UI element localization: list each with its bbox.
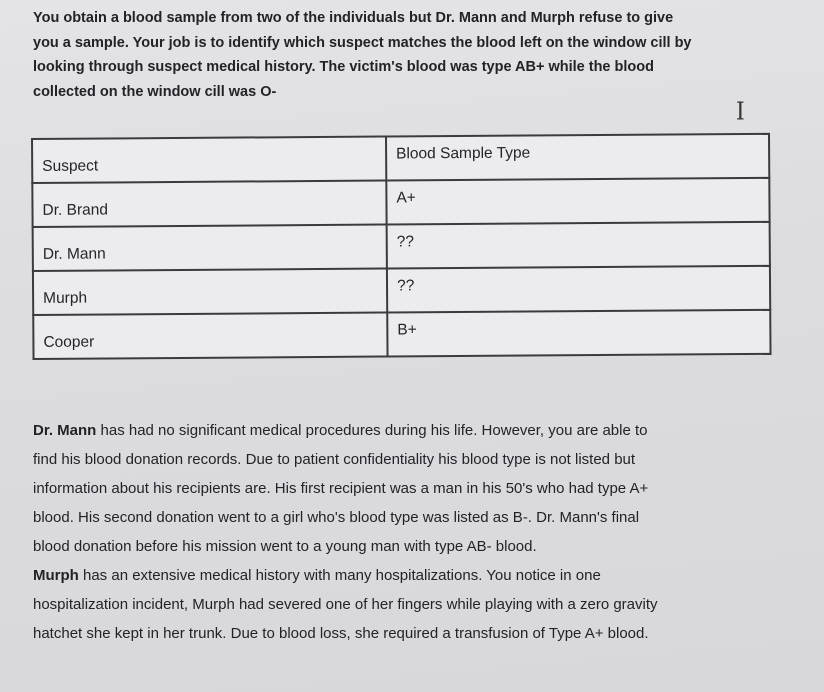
mann-paragraph — [33, 416, 793, 561]
story-line: hospitalization incident, Murph had severed one of her fingers while playing with a zero gravity — [33, 596, 658, 613]
sample-cell — [386, 178, 769, 225]
story-line: information about his recipients are. His first recipient was a man in his 50's who had type A+ — [33, 480, 649, 497]
text-cursor-icon: I — [736, 98, 745, 127]
suspect-name: Cooper — [43, 333, 95, 351]
sample-cell — [387, 222, 770, 269]
mann-name: Dr. Mann — [33, 422, 97, 439]
table-row — [33, 310, 770, 359]
story-line: hatchet she kept in her trunk. Due to blood loss, she required a transfusion of Type A+ blood. — [33, 625, 649, 642]
table-header-row — [32, 134, 769, 183]
sample-type: B+ — [397, 321, 417, 339]
sample-cell — [387, 310, 770, 357]
intro-line: you a sample. Your job is to identify which suspect matches the blood left on the window cill by — [33, 34, 692, 51]
suspect-name: Dr. Brand — [42, 201, 109, 219]
intro-line: You obtain a blood sample from two of the individuals but Dr. Mann and Murph refuse to give — [33, 10, 674, 26]
sample-cell — [387, 266, 770, 313]
suspect-name: Dr. Mann — [42, 245, 106, 263]
table-row — [33, 222, 770, 271]
blood-sample-table — [31, 133, 772, 360]
header-sample-label: Blood Sample Type — [396, 144, 531, 163]
suspect-name: Murph — [43, 289, 88, 307]
story-line — [33, 416, 793, 445]
sample-type: ?? — [396, 277, 415, 295]
table-row — [33, 266, 770, 315]
story-line: find his blood donation records. Due to patient confidentiality his blood type is not listed but — [33, 451, 636, 468]
suspect-cell — [33, 269, 387, 315]
intro-paragraph — [33, 6, 753, 104]
story-line: blood. His second donation went to a girl who's blood type was listed as B-. Dr. Mann's final — [33, 509, 640, 526]
murph-paragraph — [33, 561, 793, 648]
header-sample — [386, 134, 769, 181]
suspect-cell — [32, 181, 386, 227]
header-suspect — [32, 137, 386, 183]
story-line — [33, 561, 793, 590]
story-line: blood donation before his mission went to a young man with type AB- blood. — [33, 538, 537, 555]
sample-type: ?? — [396, 233, 415, 251]
suspect-cell — [33, 313, 387, 359]
medical-history-section — [33, 416, 793, 648]
suspect-cell — [33, 225, 387, 271]
intro-line: collected on the window cill was O- — [33, 83, 277, 100]
header-suspect-label: Suspect — [42, 157, 99, 175]
intro-line: looking through suspect medical history. The victim's blood was type AB+ while the blood — [33, 59, 654, 75]
sample-type: A+ — [396, 189, 416, 207]
table-row — [32, 178, 769, 227]
murph-name: Murph — [33, 567, 79, 584]
story-line-text: has had no significant medical procedures during his life. However, you are able to — [96, 422, 648, 439]
story-line-text: has an extensive medical history with many hospitalizations. You notice in one — [78, 567, 601, 584]
